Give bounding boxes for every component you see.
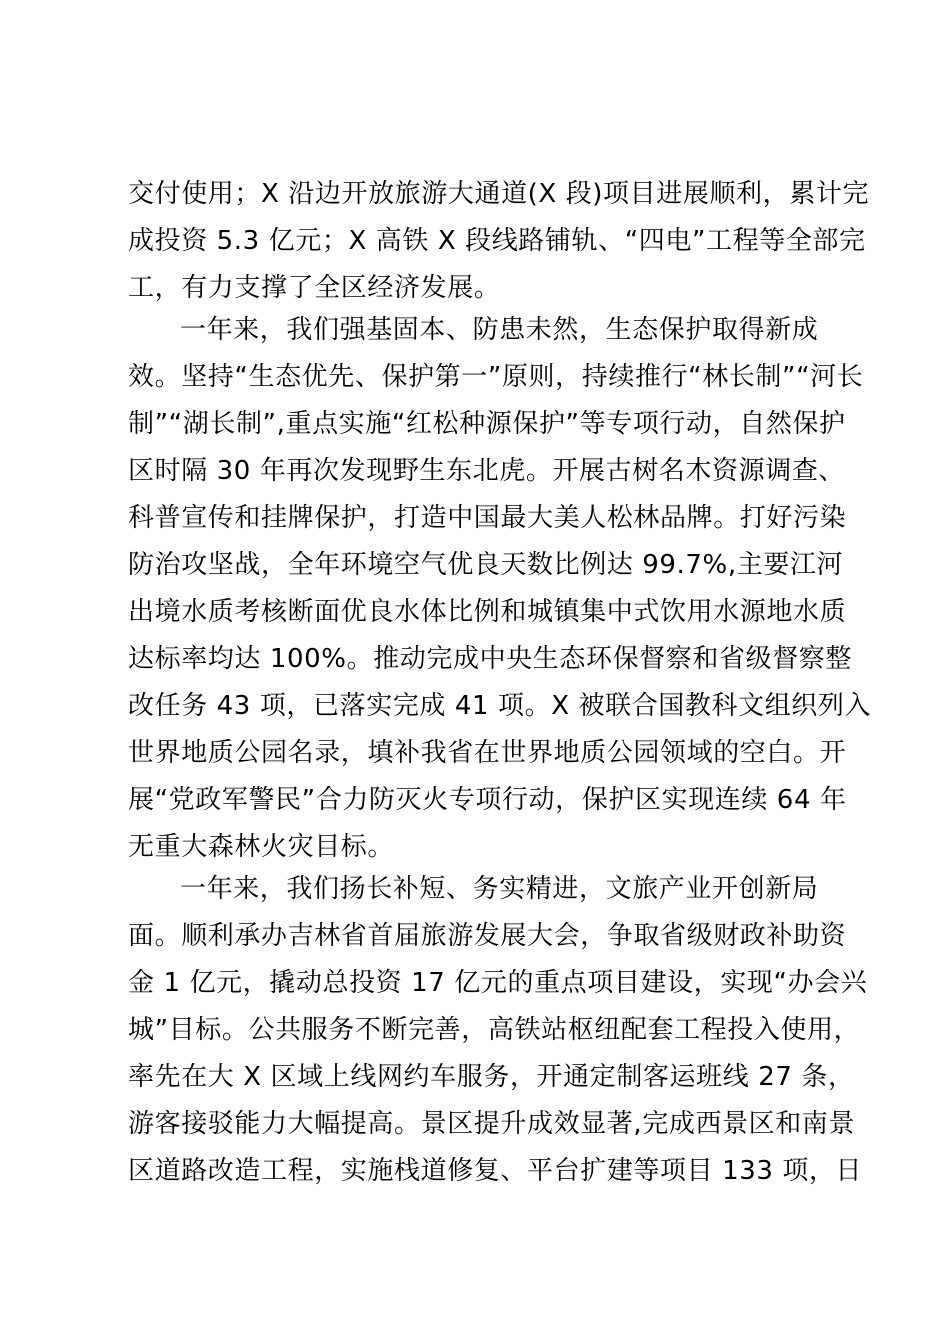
text-line: 科普宣传和挂牌保护，打造中国最大美人松林品牌。打好污染 xyxy=(128,503,847,533)
text-line: 达标率均达 100%。推动完成中央生态环保督察和省级督察整 xyxy=(128,644,852,674)
paragraph-start-line: 一年来，我们扬长补短、务实精进，文旅产业开创新局 xyxy=(180,874,819,904)
text-line: 率先在大 X 区域上线网约车服务，开通定制客运班线 27 条， xyxy=(128,1062,855,1092)
text-line: 制”“湖长制”,重点实施“红松种源保护”等专项行动，自然保护 xyxy=(128,409,846,439)
text-line: 工，有力支撑了全区经济发展。 xyxy=(128,273,501,303)
text-line: 区时隔 30 年再次发现野生东北虎。开展古树名木资源调查、 xyxy=(128,456,846,486)
text-line: 交付使用；X 沿边开放旅游大通道(X 段)项目进展顺利，累计完 xyxy=(128,179,870,209)
text-line: 区道路改造工程，实施栈道修复、平台扩建等项目 133 项，日 xyxy=(128,1156,863,1186)
text-line: 防治攻坚战，全年环境空气优良天数比例达 99.7%,主要江河 xyxy=(128,550,844,580)
text-line: 城”目标。公共服务不断完善，高铁站枢纽配套工程投入使用， xyxy=(128,1015,861,1045)
text-line: 无重大森林火灾目标。 xyxy=(128,832,395,862)
text-line: 出境水质考核断面优良水体比例和城镇集中式饮用水源地水质 xyxy=(128,597,847,627)
text-line: 金 1 亿元，撬动总投资 17 亿元的重点项目建设，实现“办会兴 xyxy=(128,968,868,998)
text-line: 面。顺利承办吉林省首届旅游发展大会，争取省级财政补助资 xyxy=(128,921,847,951)
text-line: 世界地质公园名录，填补我省在世界地质公园领域的空白。开 xyxy=(128,738,847,768)
paragraph-start-line: 一年来，我们强基固本、防患未然，生态保护取得新成 xyxy=(180,315,819,345)
text-line: 效。坚持“生态优先、保护第一”原则，持续推行“林长制”“河长 xyxy=(128,362,864,392)
text-line: 成投资 5.3 亿元；X 高铁 X 段线路铺轨、“四电”工程等全部完 xyxy=(128,226,866,256)
text-line: 游客接驳能力大幅提高。景区提升成效显著,完成西景区和南景 xyxy=(128,1109,856,1139)
text-line: 改任务 43 项，已落实完成 41 项。X 被联合国教科文组织列入 xyxy=(128,691,872,721)
text-line: 展“党政军警民”合力防灭火专项行动，保护区实现连续 64 年 xyxy=(128,785,847,815)
